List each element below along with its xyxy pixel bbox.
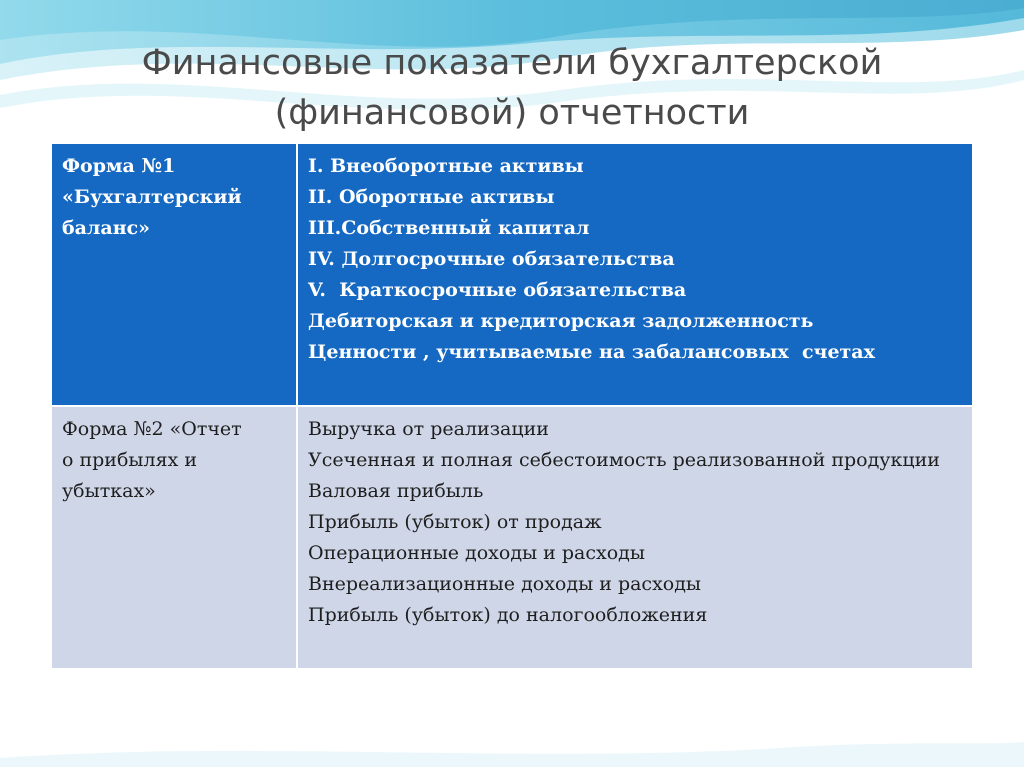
table-row-balance-sheet <box>51 143 973 406</box>
list-item: Усеченная и полная себестоимость реализованной продукции <box>308 449 940 471</box>
table-row-income-statement <box>51 406 973 669</box>
form-2-items-list <box>308 414 962 631</box>
slide-title-line-2: (финансовой) отчетности <box>274 93 750 133</box>
list-item: Выручка от реализации <box>308 418 549 440</box>
form-1-items-list <box>308 151 962 368</box>
table-cell-form-items <box>297 143 973 406</box>
list-item: I. Внеоборотные активы <box>308 155 584 177</box>
list-item: Ценности , учитываемые на забалансовых счетах <box>308 341 875 363</box>
list-item: Внереализационные доходы и расходы <box>308 573 702 595</box>
slide-title <box>60 38 964 138</box>
table-cell-form-label <box>51 143 297 406</box>
form-1-label: Форма №1 «Бухгалтерский баланс» <box>62 155 242 239</box>
slide-title-line-1: Финансовые показатели бухгалтерской <box>141 43 883 83</box>
list-item: Операционные доходы и расходы <box>308 542 645 564</box>
list-item: V. Краткосрочные обязательства <box>308 279 687 301</box>
table-cell-form-items <box>297 406 973 669</box>
list-item: Прибыль (убыток) до налогообложения <box>308 604 708 626</box>
form-2-label: Форма №2 «Отчет о прибылях и убытках» <box>62 418 242 502</box>
list-item: II. Оборотные активы <box>308 186 555 208</box>
list-item: Дебиторская и кредиторская задолженность <box>308 310 814 332</box>
financial-statements-table <box>50 142 974 670</box>
list-item: IV. Долгосрочные обязательства <box>308 248 675 270</box>
list-item: Прибыль (убыток) от продаж <box>308 511 602 533</box>
table-cell-form-label <box>51 406 297 669</box>
list-item: Валовая прибыль <box>308 480 484 502</box>
list-item: III.Собственный капитал <box>308 217 590 239</box>
